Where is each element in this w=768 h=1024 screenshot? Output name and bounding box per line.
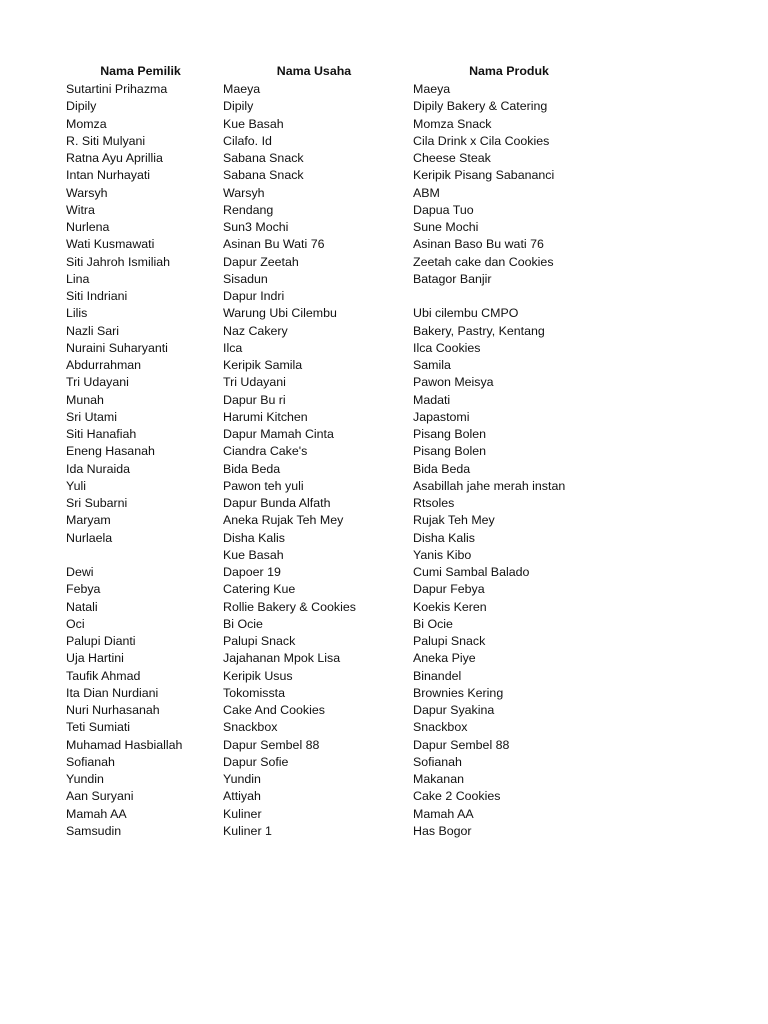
table-row <box>62 581 609 598</box>
business-name-cell: Keripik Samila <box>223 358 303 372</box>
product-name-cell: Makanan <box>413 772 464 786</box>
owner-name-cell <box>62 547 219 564</box>
owner-name-cell: Nuraini Suharyanti <box>66 340 168 355</box>
table-row <box>62 305 609 322</box>
owner-name-cell: Lilis <box>66 306 88 321</box>
table-row <box>62 650 609 667</box>
owner-name-cell: Eneng Hasanah <box>66 444 155 459</box>
table-row <box>62 702 609 719</box>
owner-name-cell: R. Siti Mulyani <box>66 133 146 148</box>
product-name-cell: Cila Drink x Cila Cookies <box>413 133 550 148</box>
owner-name-cell: Oci <box>66 616 85 631</box>
business-name-cell: Maeya <box>223 82 261 96</box>
table-row <box>62 443 609 460</box>
business-name-cell: Harumi Kitchen <box>223 409 308 424</box>
table-row <box>62 150 609 167</box>
table-row <box>62 547 609 564</box>
business-name-cell: Keripik Usus <box>223 668 293 683</box>
table-row <box>62 788 609 805</box>
product-name-cell: Mamah AA <box>413 806 474 821</box>
business-name-cell: Rendang <box>223 202 274 217</box>
header-row <box>62 62 609 81</box>
business-name-cell: Sisadun <box>223 271 268 286</box>
owner-name-cell: Sri Subarni <box>66 496 128 510</box>
owner-name-cell: Dewi <box>66 565 94 579</box>
table-row <box>62 668 609 685</box>
business-name-cell: Kue Basah <box>223 116 284 131</box>
product-name-cell: Asabillah jahe merah instan <box>413 478 566 493</box>
product-name-cell: Binandel <box>413 668 462 683</box>
owner-name-cell: Samsudin <box>66 823 122 838</box>
table-row <box>62 219 609 236</box>
owner-name-cell: Intan Nurhayati <box>66 168 151 183</box>
table-row <box>62 633 609 650</box>
table-row <box>62 340 609 357</box>
owner-name-cell: Witra <box>66 202 95 217</box>
business-name-cell: Dapoer 19 <box>223 565 281 579</box>
owner-name-cell: Sutartini Prihazma <box>66 82 168 96</box>
owner-name-cell: Lina <box>66 271 90 286</box>
owner-name-cell: Siti Jahroh Ismiliah <box>66 254 170 269</box>
product-name-cell <box>409 288 609 305</box>
business-name-cell: Disha Kalis <box>223 530 285 545</box>
product-name-cell: Madati <box>413 392 451 407</box>
product-name-cell: Keripik Pisang Sabananci <box>413 168 555 183</box>
owner-name-cell: Nurlaela <box>66 530 113 545</box>
business-name-cell: Rollie Bakery & Cookies <box>223 599 356 614</box>
business-name-cell: Dipily <box>223 99 254 114</box>
owner-name-cell: Teti Sumiati <box>66 720 131 735</box>
product-name-cell: Pisang Bolen <box>413 444 487 459</box>
table-row <box>62 512 609 529</box>
owner-name-cell: Momza <box>66 116 107 131</box>
product-name-cell: Ubi cilembu CMPO <box>413 306 519 321</box>
owner-name-cell: Yuli <box>66 478 86 493</box>
table-row <box>62 616 609 633</box>
product-name-cell: Samila <box>413 358 451 372</box>
business-name-cell: Aneka Rujak Teh Mey <box>223 513 344 528</box>
header-nama-usaha: Nama Usaha <box>276 63 352 78</box>
business-name-cell: Dapur Indri <box>223 289 285 303</box>
product-name-cell: Cheese Steak <box>413 151 491 165</box>
product-name-cell: Ilca Cookies <box>413 340 481 355</box>
owner-name-cell: Febya <box>66 582 101 597</box>
business-name-cell: Naz Cakery <box>223 323 288 338</box>
table-header <box>62 62 609 81</box>
business-name-cell: Dapur Sofie <box>223 754 289 769</box>
business-name-cell: Tri Udayani <box>223 375 286 390</box>
table-row <box>62 530 609 547</box>
product-name-cell: Yanis Kibo <box>413 547 472 562</box>
product-name-cell: Dapur Sembel 88 <box>413 737 510 752</box>
product-name-cell: Bida Beda <box>413 461 471 476</box>
owner-name-cell: Ita Dian Nurdiani <box>66 685 159 700</box>
table-row <box>62 806 609 823</box>
business-name-cell: Palupi Snack <box>223 634 296 648</box>
business-name-cell: Asinan Bu Wati 76 <box>223 237 325 252</box>
owner-name-cell: Ratna Ayu Aprillia <box>66 151 163 165</box>
product-name-cell: Dapur Febya <box>413 582 485 597</box>
product-name-cell: Zeetah cake dan Cookies <box>413 254 554 269</box>
business-name-cell: Cake And Cookies <box>223 703 325 717</box>
table-body <box>62 81 609 840</box>
owner-name-cell: Maryam <box>66 513 111 528</box>
table-row <box>62 271 609 288</box>
table-row <box>62 426 609 443</box>
product-name-cell: Sofianah <box>413 754 462 769</box>
table-row <box>62 202 609 219</box>
product-name-cell: Brownies Kering <box>413 685 504 700</box>
owner-name-cell: Siti Indriani <box>66 289 128 303</box>
product-name-cell: Bi Ocie <box>413 616 453 631</box>
product-name-cell: ABM <box>413 185 440 200</box>
product-name-cell: Sune Mochi <box>413 220 479 234</box>
business-name-cell: Pawon teh yuli <box>223 478 304 493</box>
business-name-cell: Tokomissta <box>223 685 285 700</box>
table-row <box>62 167 609 184</box>
product-name-cell: Rtsoles <box>413 496 455 510</box>
business-name-cell: Bida Beda <box>223 461 281 476</box>
table-row <box>62 737 609 754</box>
owner-name-cell: Muhamad Hasbiallah <box>66 737 183 752</box>
table-row <box>62 478 609 495</box>
product-name-cell: Pawon Meisya <box>413 375 494 390</box>
business-name-cell: Ilca <box>223 340 243 355</box>
business-name-cell: Warung Ubi Cilembu <box>223 306 337 321</box>
table-row <box>62 288 609 305</box>
owner-name-cell: Ida Nuraida <box>66 461 131 476</box>
owner-name-cell: Wati Kusmawati <box>66 237 155 252</box>
table-row <box>62 719 609 736</box>
owner-name-cell: Taufik Ahmad <box>66 668 141 683</box>
product-name-cell: Batagor Banjir <box>413 271 492 286</box>
table-row <box>62 236 609 253</box>
table-row <box>62 685 609 702</box>
product-name-cell: Asinan Baso Bu wati 76 <box>413 237 544 252</box>
business-name-cell: Dapur Bunda Alfath <box>223 496 331 510</box>
product-name-cell: Pisang Bolen <box>413 427 487 441</box>
product-name-cell: Japastomi <box>413 409 470 424</box>
product-name-cell: Has Bogor <box>413 823 472 838</box>
business-name-cell: Kue Basah <box>223 547 284 562</box>
table-row <box>62 823 609 840</box>
owner-name-cell: Sofianah <box>66 754 115 769</box>
business-name-cell: Kuliner 1 <box>223 823 272 838</box>
business-name-cell: Catering Kue <box>223 582 296 597</box>
table-row <box>62 374 609 391</box>
business-name-cell: Cilafo. Id <box>223 133 272 148</box>
owner-name-cell: Warsyh <box>66 185 108 200</box>
owner-name-cell: Abdurrahman <box>66 358 142 372</box>
table-row <box>62 564 609 581</box>
business-name-cell: Bi Ocie <box>223 616 263 631</box>
table-row <box>62 599 609 616</box>
product-name-cell: Snackbox <box>413 720 468 735</box>
product-name-cell: Aneka Piye <box>413 651 476 666</box>
owner-name-cell: Palupi Dianti <box>66 634 136 648</box>
business-owner-table <box>62 62 609 840</box>
header-nama-produk: Nama Produk <box>469 63 549 78</box>
business-name-cell: Yundin <box>223 772 261 786</box>
product-name-cell: Maeya <box>413 82 451 96</box>
product-name-cell: Dipily Bakery & Catering <box>413 99 548 114</box>
table-row <box>62 754 609 771</box>
owner-name-cell: Nurlena <box>66 220 110 234</box>
business-name-cell: Warsyh <box>223 185 265 200</box>
table-row <box>62 133 609 150</box>
product-name-cell: Koekis Keren <box>413 599 487 614</box>
business-name-cell: Dapur Zeetah <box>223 254 299 269</box>
owner-name-cell: Siti Hanafiah <box>66 427 137 441</box>
owner-name-cell: Nuri Nurhasanah <box>66 703 160 717</box>
product-name-cell: Dapur Syakina <box>413 703 495 717</box>
owner-name-cell: Uja Hartini <box>66 651 124 666</box>
owner-name-cell: Yundin <box>66 772 104 786</box>
table-row <box>62 98 609 115</box>
table-row <box>62 409 609 426</box>
business-name-cell: Dapur Bu ri <box>223 392 286 407</box>
product-name-cell: Bakery, Pastry, Kentang <box>413 323 545 338</box>
table-row <box>62 254 609 271</box>
owner-name-cell: Natali <box>66 599 98 614</box>
owner-name-cell: Dipily <box>66 99 97 114</box>
business-name-cell: Snackbox <box>223 720 278 735</box>
business-name-cell: Kuliner <box>223 806 262 821</box>
table-row <box>62 116 609 133</box>
table-row <box>62 461 609 478</box>
table-row <box>62 323 609 340</box>
business-name-cell: Sabana Snack <box>223 151 304 165</box>
product-name-cell: Momza Snack <box>413 116 492 131</box>
header-nama-pemilik: Nama Pemilik <box>100 63 181 78</box>
product-name-cell: Rujak Teh Mey <box>413 513 495 528</box>
owner-name-cell: Nazli Sari <box>66 323 120 338</box>
owner-name-cell: Mamah AA <box>66 806 127 821</box>
table-row <box>62 392 609 409</box>
business-name-cell: Jajahanan Mpok Lisa <box>223 651 341 666</box>
product-name-cell: Palupi Snack <box>413 634 486 648</box>
business-name-cell: Dapur Sembel 88 <box>223 737 320 752</box>
business-name-cell: Attiyah <box>223 789 261 804</box>
table-row <box>62 495 609 512</box>
owner-name-cell: Munah <box>66 392 104 407</box>
owner-name-cell: Sri Utami <box>66 409 117 424</box>
owner-name-cell: Aan Suryani <box>66 789 134 804</box>
table-row <box>62 81 609 98</box>
product-name-cell: Disha Kalis <box>413 530 475 545</box>
table-row <box>62 357 609 374</box>
business-name-cell: Sabana Snack <box>223 168 304 183</box>
table-row <box>62 771 609 788</box>
business-name-cell: Sun3 Mochi <box>223 220 289 234</box>
business-name-cell: Dapur Mamah Cinta <box>223 427 334 441</box>
product-name-cell: Cumi Sambal Balado <box>413 565 530 579</box>
table-row <box>62 185 609 202</box>
business-name-cell: Ciandra Cake's <box>223 444 308 459</box>
product-name-cell: Dapua Tuo <box>413 202 474 217</box>
product-name-cell: Cake 2 Cookies <box>413 789 501 804</box>
owner-name-cell: Tri Udayani <box>66 375 129 390</box>
